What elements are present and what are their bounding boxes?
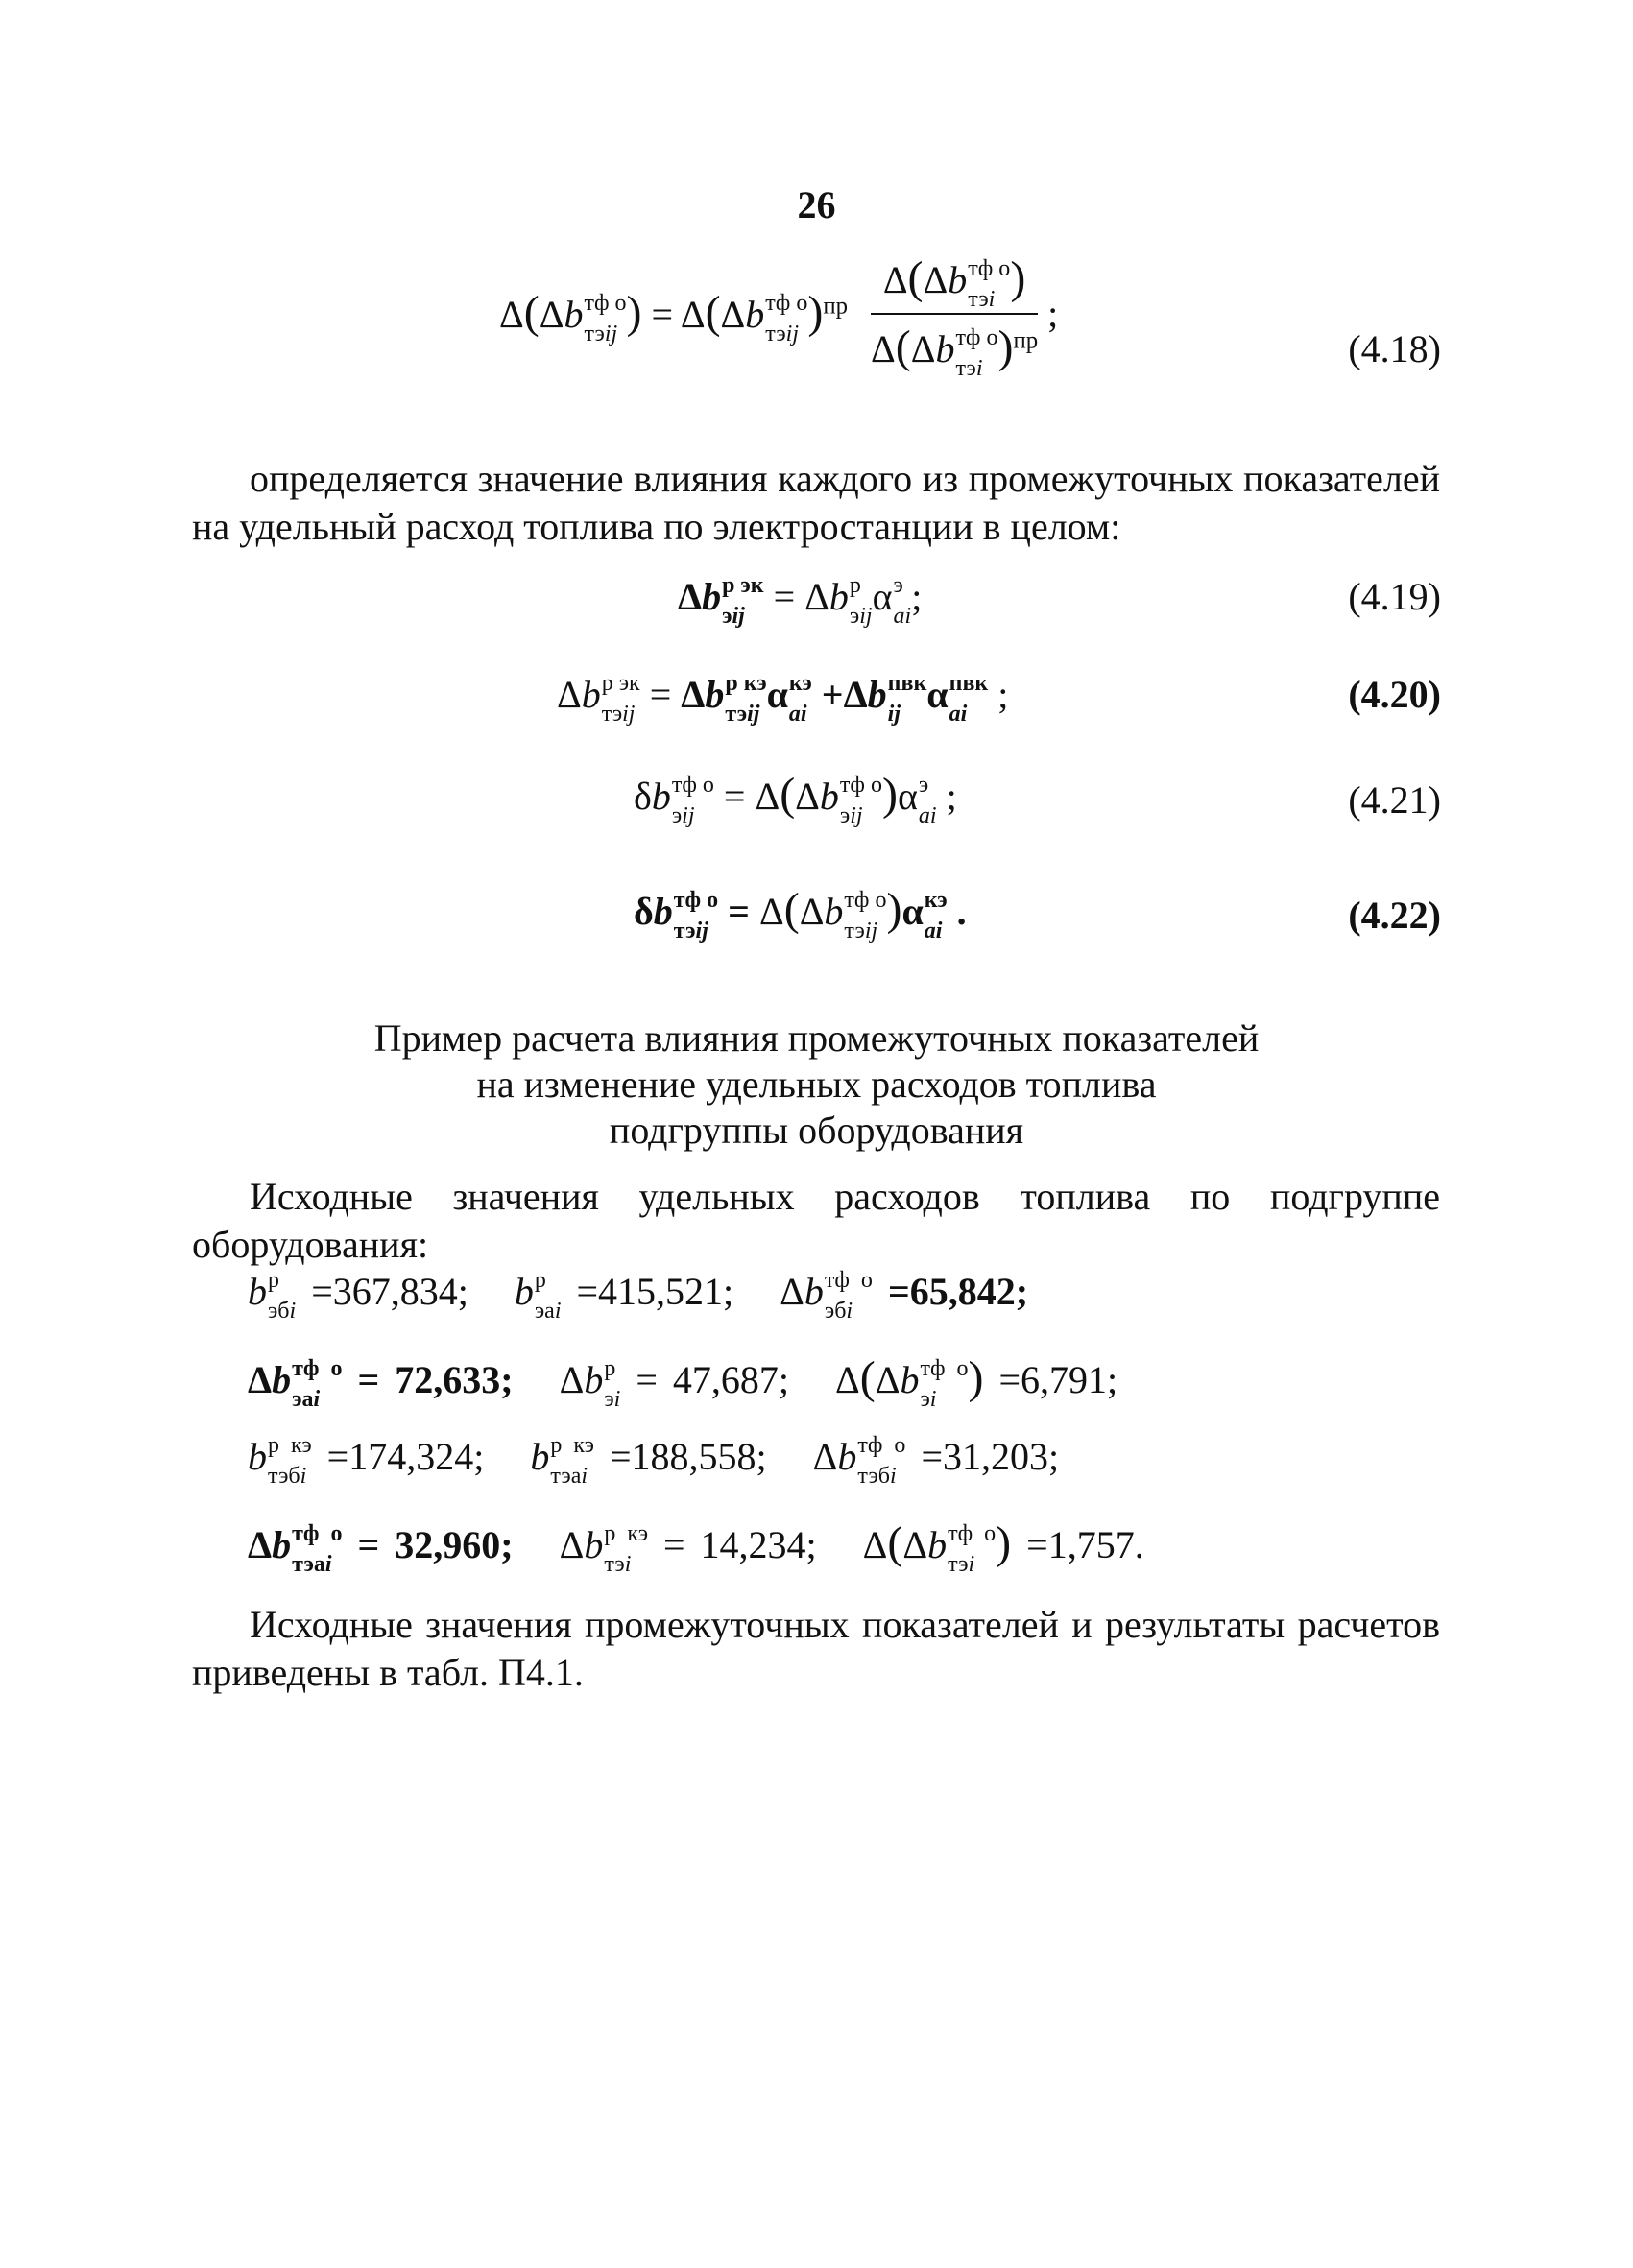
equation-4-19: Δb р эк эij = Δb р эij α э ai ;	[678, 572, 923, 629]
paragraph-2: Исходные значения удельных расходов топлива по подгруппе оборудования:	[192, 1175, 1440, 1266]
value-db-tf-tea: = 32,960;	[357, 1523, 514, 1566]
value-ddb-tf-te: =1,757.	[1026, 1523, 1144, 1566]
values-line-1: b р эбi =367,834; b р эаi =415,521; Δb тф о эбi =65,842;	[248, 1267, 1029, 1324]
heading-line-2: на изменение удельных расходов топлива	[476, 1062, 1157, 1106]
value-db-tf-teb: =31,203;	[921, 1435, 1060, 1478]
page-number: 26	[797, 183, 836, 227]
equation-4-18: Δ(Δb тф о тэij ) = Δ(Δb тф о тэij )$^{пр}$ Δ(Δb тф о тэi ) Δ(Δb тф о тэi )$^{пр}$ ;	[499, 252, 1059, 381]
value-b-kea: =188,558;	[609, 1435, 767, 1478]
value-ddb-tf-e: =6,791;	[998, 1358, 1118, 1401]
paragraph-1: определяется значение влияния каждого из промежуточных показателей на удельный расход топлива по электростанции в целом:	[192, 457, 1440, 548]
equation-number-4-20: (4.20)	[1348, 673, 1441, 716]
value-b-eb: =367,834;	[311, 1270, 468, 1313]
section-heading	[0, 1015, 1633, 1154]
value-db-tf-ea: = 72,633;	[357, 1358, 514, 1401]
value-db-pk-te: = 14,234;	[663, 1523, 817, 1566]
equation-number-4-22: (4.22)	[1348, 894, 1441, 937]
equation-4-22: δb тф о тэij = Δ(Δb тф о тэij )α кэ ai .	[634, 884, 967, 943]
heading-line-1: Пример расчета влияния промежуточных показателей	[373, 1016, 1260, 1060]
value-db-p-e: = 47,687;	[636, 1358, 789, 1401]
values-line-4: Δb тф о тэаi = 32,960; Δb р кэ тэi = 14,234; Δ(Δb тф о тэi ) =1,757.	[248, 1517, 1144, 1577]
equation-4-20: Δb р эк тэij = Δb р кэ тэij α кэ ai +Δb пвк ij α пвк ai ;	[557, 670, 1009, 727]
equation-number-4-21: (4.21)	[1348, 778, 1441, 822]
value-b-ea: =415,521;	[576, 1270, 734, 1313]
paragraph-3: Исходные значения промежуточных показателей и результаты расчетов приведены в табл. П4.1.	[192, 1603, 1440, 1694]
values-line-3: b р кэ тэбi =174,324; b р кэ тэаi =188,558; Δb тф о тэбi =31,203;	[248, 1432, 1060, 1489]
values-line-2: Δb тф о эаi = 72,633; Δb р эi = 47,687; Δ(Δb тф о эi ) =6,791;	[248, 1352, 1118, 1412]
value-b-keb: =174,324;	[326, 1435, 485, 1478]
equation-number-4-18: (4.18)	[1348, 327, 1441, 370]
heading-line-3: подгруппы оборудования	[609, 1109, 1024, 1152]
equation-4-21: δb тф о эij = Δ(Δb тф о эij )α э ai ;	[634, 769, 957, 828]
value-db-tf-eb: =65,842;	[887, 1270, 1029, 1313]
equation-number-4-19: (4.19)	[1348, 575, 1441, 618]
